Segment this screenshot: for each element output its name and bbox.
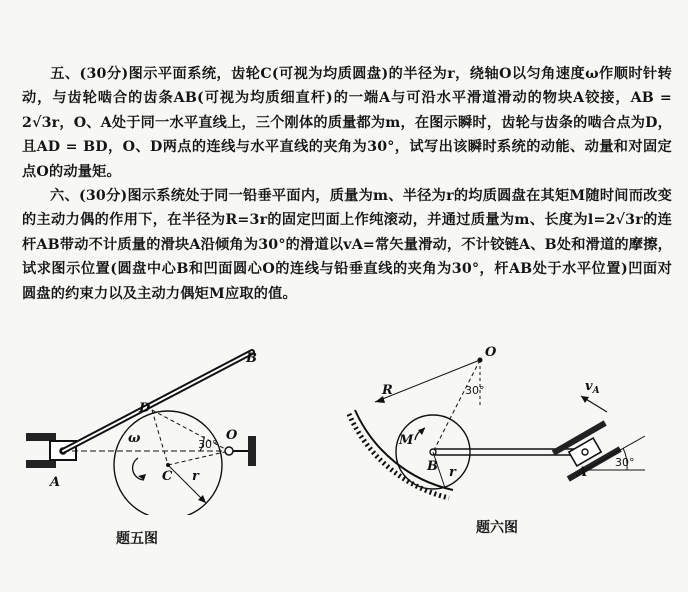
slideway-top: [26, 433, 56, 441]
problem-list: [22, 62, 672, 306]
hinge-a-six: [582, 449, 588, 455]
slideway-bottom: [26, 460, 56, 468]
figure-six-drawing: [345, 340, 655, 520]
problem-five-text: 五、(30分)图示平面系统，齿轮C(可视为均质圆盘)的半径为r，绕轴O以匀角速度ω作顺时针转动，与齿轮啮合的齿条AB(可视为均质细直杆)的一端A与可沿水平滑道滑动的物块A铰接，AB = 2√3r，O、A处于同一水平直线上，三个刚体的质量都为m，在图示瞬时，齿轮与齿条的啮合点为D，且AD = BD，O、D两点的连线与水平直线的夹角为30°，试写出该瞬时系统的动能、动量和对固定点O的动量矩。: [22, 66, 672, 180]
label-va: $v_A$: [585, 379, 600, 396]
radius-line: [168, 465, 206, 503]
label-R: R: [382, 383, 393, 398]
line-co: [168, 451, 229, 465]
line-dc: [152, 410, 168, 465]
label-c: C: [162, 469, 173, 484]
label-r-six: r: [449, 465, 456, 480]
line-ob: [433, 360, 480, 452]
label-o: O: [226, 428, 238, 443]
label-a-six: A: [577, 465, 588, 480]
label-b: B: [246, 351, 257, 366]
label-omega: ω: [128, 431, 141, 446]
label-r: r: [192, 469, 199, 484]
figure-six: [345, 340, 655, 520]
label-o-six: O: [485, 345, 497, 360]
figure-five-drawing: [20, 340, 310, 515]
wall-o: [248, 436, 256, 466]
problem-five: [22, 62, 672, 184]
label-angle-five: 30°: [198, 438, 218, 451]
caption-six: 题六图: [476, 520, 518, 536]
label-angle-slope: 30°: [615, 456, 635, 469]
label-angle-top: 30°: [465, 384, 485, 397]
label-a: A: [50, 475, 61, 490]
figure-five: [20, 340, 310, 515]
caption-five: 题五图: [116, 531, 158, 547]
problem-six: [22, 184, 672, 306]
problem-six-text: 六、(30分)图示系统处于同一铅垂平面内，质量为m、半径为r的均质圆盘在其矩M随时间而改变的主动力偶的作用下，在半径为R=3r的固定凹面上作纯滚动，并通过质量为m、长度为l=2√3r的连杆AB带动不计质量的滑块A沿倾角为30°的滑道以vA=常矢量滑动，不计铰链A、B处和滑道的摩擦，试求图示位置(圆盘中心B和凹面圆心O的连线与铅垂直线的夹角为30°，杆AB处于水平位置)凹面对圆盘的约束力以及主动力偶矩M应取的值。: [22, 188, 672, 302]
label-M: M: [399, 433, 414, 448]
label-b-six: B: [427, 459, 438, 474]
label-d: D: [139, 401, 151, 416]
pivot-o: [225, 447, 233, 455]
